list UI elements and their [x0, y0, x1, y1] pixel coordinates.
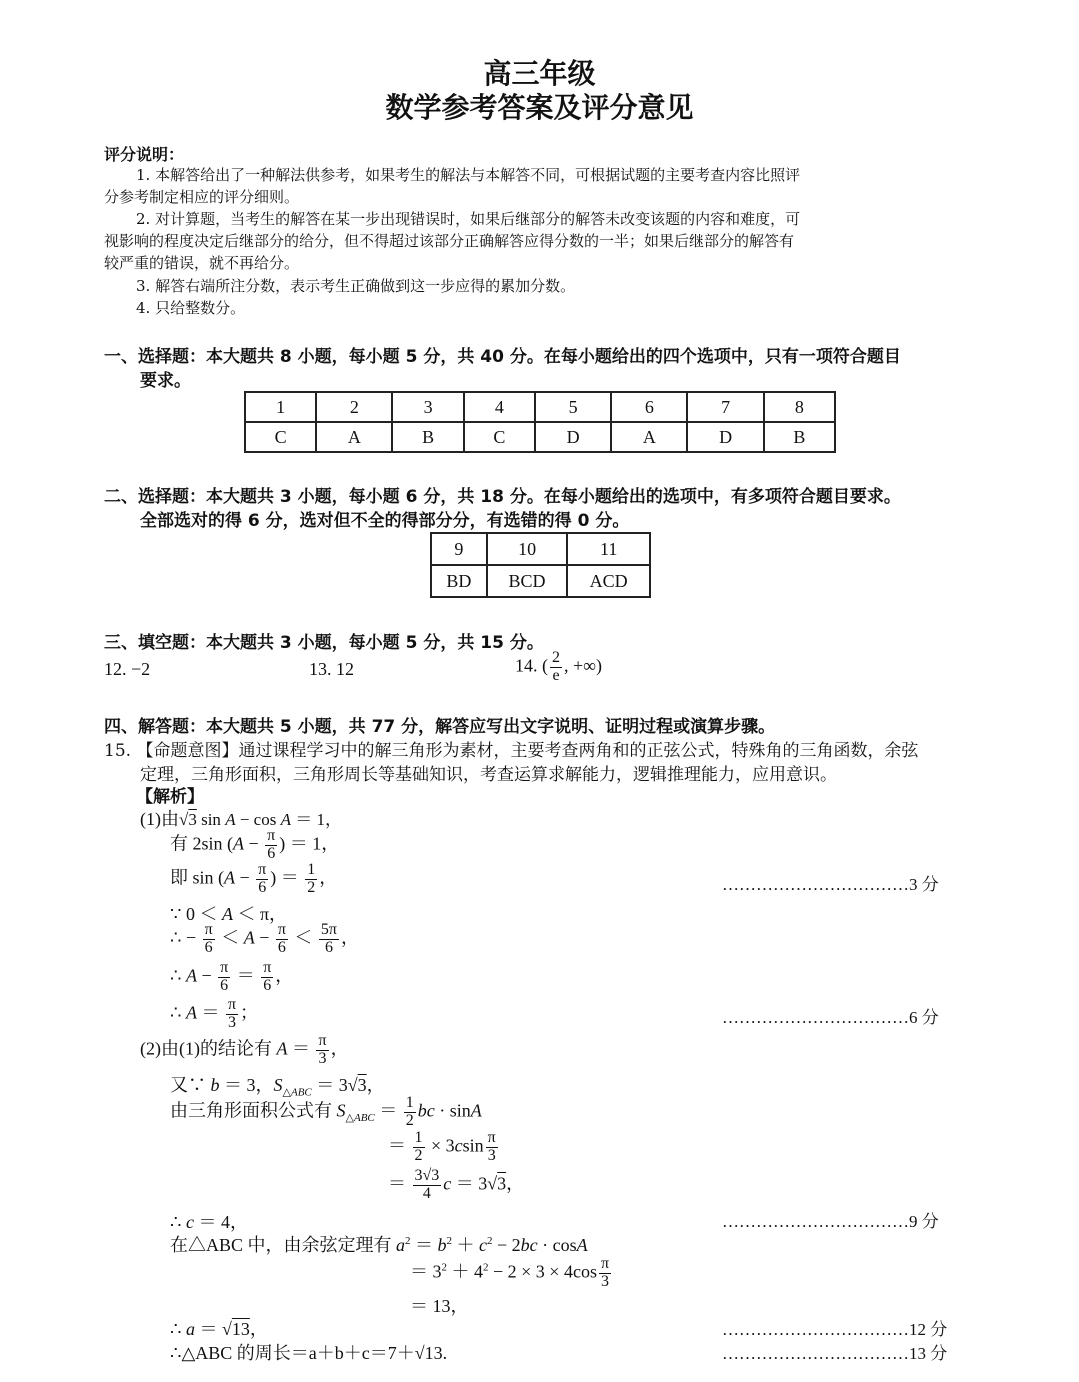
one-num: 1 [414, 1129, 423, 1146]
q-answer: D [535, 422, 611, 452]
pi-num: π [204, 921, 213, 938]
answer-table-1-answers [245, 422, 835, 452]
p1-line2: 有 2sin (A − $\frac{\pi}{6}$ ) ＝ 1， [170, 827, 340, 862]
six-den: 6 [204, 938, 213, 956]
note-2a: 2. 对计算题，当考生的解答在某一步出现错误时，如果后继部分的解答未改变该题的内容和难度，可 [136, 210, 801, 228]
p2-intro: (2)由(1)的结论有 [140, 1038, 272, 1059]
you-label: 有 [170, 833, 188, 854]
notes-heading: 评分说明： [104, 145, 185, 164]
q-answer: A [611, 422, 687, 452]
area-formula-label: 由三角形面积公式有 [170, 1100, 332, 1121]
p1-line3: 即 sin (A − $\frac{\pi}{6}$ ) ＝ $\frac{1}{2}$ ， [170, 861, 338, 896]
p2-line2: 又∵ b ＝ 3，$S_{\triangle ABC} = 3√3$， [170, 1075, 385, 1099]
pi-num: π [220, 959, 229, 976]
q-number: 4 [464, 392, 535, 422]
q-number: 8 [764, 392, 835, 422]
six-den: 6 [263, 976, 272, 994]
q-answer: C [245, 422, 316, 452]
answer-table-2 [430, 532, 651, 598]
score-12: ……………………………12 分 [722, 1320, 948, 1339]
three-den: 3 [318, 1049, 327, 1067]
p2-line1: (2)由(1)的结论有 A ＝ $\frac{\pi}{3}$ ， [140, 1032, 349, 1067]
score-6: ……………………………6 分 [722, 1008, 939, 1027]
score-13: ……………………………13 分 [722, 1344, 948, 1363]
two-den: 2 [307, 878, 316, 896]
p1-line5: ∴ − $\frac{\pi}{6}$ ＜ A − $\frac{\pi}{6}$ ＜ $\frac{5\pi}{6}$ ， [170, 921, 359, 956]
p2-line7: 在△ABC 中，由余弦定理有 $a^2 = b^2 + c^2 - 2bc \cdot \cos A$ [170, 1235, 588, 1255]
title-line2: 数学参考答案及评分意见 [385, 91, 694, 124]
section3-line1: 三、填空题：本大题共 3 小题，每小题 5 分，共 15 分。 [104, 633, 544, 653]
answer-14 [515, 650, 602, 685]
title-line1: 高三年级 [483, 57, 596, 90]
two-den: 2 [414, 1146, 423, 1164]
q-number: 11 [567, 533, 650, 565]
six-den: 6 [324, 938, 333, 956]
answer-table-1-numbers [245, 392, 835, 422]
pi-num: π [600, 1255, 610, 1272]
section1-line2: 要求。 [140, 371, 191, 391]
q-number: 2 [316, 392, 392, 422]
score-9: ……………………………9 分 [722, 1212, 939, 1231]
p2-line4: ＝ $\frac{1}{2}$ × 3csin $\frac{\pi}{3}$ [388, 1129, 496, 1164]
pi-num: π [487, 1129, 496, 1146]
six-den: 6 [220, 976, 229, 994]
p2-line3: 由三角形面积公式有 $S_{\triangle ABC}$ ＝ $\frac{1}{2}$ bc · sinA [170, 1094, 482, 1129]
q-answer: BCD [487, 565, 568, 597]
four-den: 4 [422, 1184, 431, 1202]
q15-heading-2: 定理，三角形面积，三角形周长等基础知识，考查运算求解能力，逻辑推理能力，应用意识。 [140, 765, 837, 785]
answer-12: 12. −2 [104, 659, 151, 679]
q-number: 5 [535, 392, 611, 422]
p2-line5: ＝ $\frac{3√3}{4}$ c ＝ 3√3， [388, 1167, 525, 1202]
analysis-label: 【解析】 [136, 787, 204, 807]
p1-intro: (1)由 [140, 809, 179, 829]
p1-line7: ∴ A ＝ $\frac{\pi}{3}$ ； [170, 996, 259, 1031]
note-4: 4. 只给整数分。 [136, 299, 246, 317]
q-number: 1 [245, 392, 316, 422]
pi-num: π [277, 921, 286, 938]
q-answer: D [687, 422, 763, 452]
p1-line4: ∵ 0 ＜ A ＜ π， [170, 904, 288, 924]
section2-line1: 二、选择题：本大题共 3 小题，每小题 6 分，共 18 分。在每小题给出的选项中，有多项符合题目要求。 [104, 487, 901, 507]
pi-num: π [263, 959, 272, 976]
six-den: 6 [258, 878, 267, 896]
q-answer: ACD [567, 565, 650, 597]
q-answer: C [464, 422, 535, 452]
q-answer: B [392, 422, 463, 452]
q-answer: B [764, 422, 835, 452]
answer-14-prefix: 14. ( [515, 655, 548, 676]
you2-label: 又∵ [170, 1075, 206, 1095]
q-number: 7 [687, 392, 763, 422]
answer-14-numerator: 2 [552, 649, 560, 666]
q-number: 9 [431, 533, 487, 565]
note-2c: 较严重的错误，就不再给分。 [104, 254, 300, 272]
section4-line1: 四、解答题：本大题共 5 小题，共 77 分，解答应写出文字说明、证明过程或演算步骤。 [104, 717, 776, 737]
three-den: 3 [487, 1146, 496, 1164]
note-2b: 视影响的程度决定后继部分的给分，但不得超过该部分正确解答应得分数的一半；如果后继部分的解答有 [104, 232, 795, 250]
p2-line8: ＝ $3^2 + 4^2 - 2 \times 3 \times 4\cos$ $\frac{\pi}{3}$ [410, 1255, 610, 1290]
score-3: ……………………………3 分 [722, 875, 939, 894]
one-num: 1 [405, 1094, 414, 1111]
note-1a: 1. 本解答给出了一种解法供参考，如果考生的解法与本解答不同，可根据试题的主要考查内容比照评 [136, 166, 801, 184]
note-3: 3. 解答右端所注分数，表示考生正确做到这一步应得的累加分数。 [136, 277, 576, 295]
answer-13: 13. 12 [309, 659, 354, 679]
p1-line1: (1)由√3 sin A − cos A ＝ 1， [140, 809, 342, 829]
q-number: 10 [487, 533, 568, 565]
q-answer: A [316, 422, 392, 452]
six-den: 6 [267, 844, 276, 862]
note-1b: 分参考制定相应的评分细则。 [104, 188, 300, 206]
section1-line1: 一、选择题：本大题共 8 小题，每小题 5 分，共 40 分。在每小题给出的四个选项中，只有一项符合题目 [104, 347, 901, 367]
six-den: 6 [277, 938, 286, 956]
cos-law-label: 在△ABC 中，由余弦定理有 [170, 1235, 392, 1255]
section2-line2: 全部选对的得 6 分，选对但不全的得部分分，有选错的得 0 分。 [140, 511, 630, 531]
q15-heading: 15. 【命题意图】通过课程学习中的解三角形为素材，主要考查两角和的正弦公式，特殊角的三角函数，余弦 [104, 741, 919, 761]
answer-table-1 [244, 391, 836, 453]
q-number: 3 [392, 392, 463, 422]
q-answer: BD [431, 565, 487, 597]
p1-line6: ∴ A − $\frac{\pi}{6}$ ＝ $\frac{\pi}{6}$ ， [170, 959, 294, 994]
three-den: 3 [600, 1272, 609, 1290]
five-pi-num: 5π [320, 921, 337, 938]
three-den: 3 [227, 1013, 236, 1031]
ji-label: 即 [170, 867, 188, 888]
pi-num: π [227, 996, 237, 1013]
q-number: 6 [611, 392, 687, 422]
pi-num: π [318, 1032, 327, 1049]
one-num: 1 [307, 861, 316, 878]
p2-line9: ＝ 13， [410, 1296, 469, 1316]
pi-num: π [258, 861, 267, 878]
answer-14-denominator: e [552, 666, 560, 684]
p2-line10: ∴ a ＝ √13， [170, 1319, 268, 1339]
p2-line6: ∴ c ＝ 4， [170, 1212, 248, 1232]
answer-14-suffix: , +∞) [564, 655, 602, 676]
three-sqrt3-num: 3√3 [414, 1167, 440, 1184]
p2-line11: ∴△ABC 的周长＝a＋b＋c＝7＋√13. [170, 1343, 448, 1363]
pi-num: π [267, 827, 276, 844]
two-den: 2 [405, 1111, 414, 1129]
